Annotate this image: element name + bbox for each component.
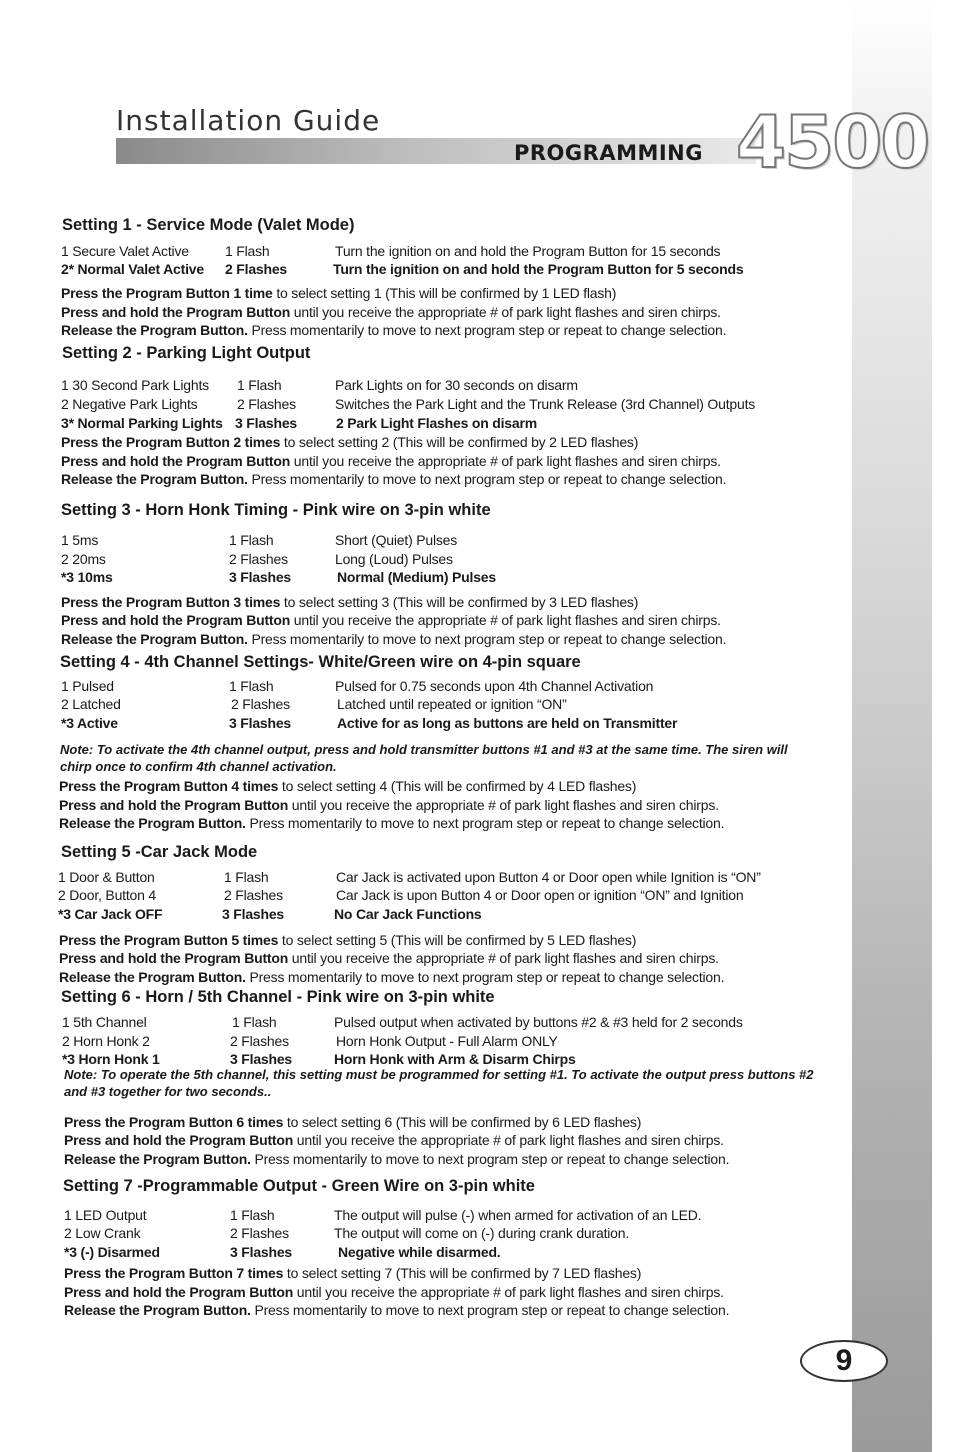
description: Negative while disarmed. (338, 1244, 501, 1260)
setting-6-release-line: Release the Program Button. Press momentarily to move to next program step or repeat to change selection. (64, 1151, 730, 1167)
flash-count: 3 Flashes (229, 715, 292, 731)
option: 1 Pulsed (61, 678, 114, 694)
description: 2 Park Light Flashes on disarm (336, 415, 537, 431)
setting-5-hold-line: Press and hold the Program Button until you receive the appropriate # of park light flashes and siren chirps. (59, 950, 719, 966)
option: 3* Normal Parking Lights (61, 415, 223, 431)
setting-4-hold-line: Press and hold the Program Button until you receive the appropriate # of park light flashes and siren chirps. (59, 797, 719, 813)
flash-count: 1 Flash (225, 243, 270, 259)
option: *3 10ms (61, 569, 113, 585)
setting-6-hold-line: Press and hold the Program Button until you receive the appropriate # of park light flashes and siren chirps. (64, 1132, 724, 1148)
flash-count: 2 Flashes (225, 261, 288, 277)
flash-count: 2 Flashes (237, 396, 296, 412)
description: Latched until repeated or ignition “ON” (337, 696, 567, 712)
flash-count: 1 Flash (229, 678, 274, 694)
setting-1-release-line: Release the Program Button. Press momentarily to move to next program step or repeat to change selection. (61, 322, 727, 338)
description: Turn the ignition on and hold the Program Button for 15 seconds (335, 243, 721, 259)
page-number-badge: 9 (800, 1340, 888, 1382)
flash-count: 3 Flashes (229, 569, 292, 585)
setting-3-heading: Setting 3 - Horn Honk Timing - Pink wire on 3-pin white (61, 501, 491, 519)
flash-count: 1 Flash (224, 869, 269, 885)
flash-count: 2 Flashes (229, 551, 288, 567)
option: *3 Horn Honk 1 (62, 1051, 160, 1067)
setting-5-press-line: Press the Program Button 5 times to select setting 5 (This will be confirmed by 5 LED flashes) (59, 932, 637, 948)
option: 2 20ms (61, 551, 106, 567)
description: Car Jack is upon Button 4 or Door open or ignition “ON” and Ignition (336, 887, 744, 903)
option: *3 (-) Disarmed (64, 1244, 160, 1260)
description: The output will pulse (-) when armed for activation of an LED. (334, 1207, 702, 1223)
description: Turn the ignition on and hold the Program Button for 5 seconds (333, 261, 744, 277)
flash-count: 1 Flash (229, 532, 274, 548)
description: Switches the Park Light and the Trunk Release (3rd Channel) Outputs (335, 396, 756, 412)
side-gradient-bar (852, 0, 932, 1452)
setting-7-heading: Setting 7 -Programmable Output - Green Wire on 3-pin white (63, 1177, 535, 1195)
setting-3-release-line: Release the Program Button. Press momentarily to move to next program step or repeat to change selection. (61, 631, 727, 647)
setting-7-hold-line: Press and hold the Program Button until you receive the appropriate # of park light flashes and siren chirps. (64, 1284, 724, 1300)
option: 1 Secure Valet Active (61, 243, 189, 259)
setting-6-press-line: Press the Program Button 6 times to select setting 6 (This will be confirmed by 6 LED flashes) (64, 1114, 642, 1130)
model-number: 4500 (736, 100, 929, 184)
flash-count: 1 Flash (232, 1014, 277, 1030)
setting-7-release-line: Release the Program Button. Press momentarily to move to next program step or repeat to change selection. (64, 1302, 730, 1318)
description: Normal (Medium) Pulses (337, 569, 496, 585)
setting-1-press-line: Press the Program Button 1 time to select setting 1 (This will be confirmed by 1 LED flash) (61, 285, 617, 301)
flash-count: 2 Flashes (231, 696, 290, 712)
setting-5-release-line: Release the Program Button. Press momentarily to move to next program step or repeat to change selection. (59, 969, 725, 985)
setting-2-hold-line: Press and hold the Program Button until you receive the appropriate # of park light flashes and siren chirps. (61, 453, 721, 469)
option: *3 Active (61, 715, 118, 731)
description: Long (Loud) Pulses (335, 551, 453, 567)
setting-4-note: Note: To activate the 4th channel output, press and hold transmitter buttons #1 and #3 at the same time. The siren will chirp once to confirm 4th channel activation. (60, 742, 788, 774)
option: 1 Door & Button (58, 869, 155, 885)
header-subtitle: PROGRAMMING (514, 141, 703, 165)
setting-4-heading: Setting 4 - 4th Channel Settings- White/Green wire on 4-pin square (60, 653, 581, 671)
flash-count: 2 Flashes (230, 1033, 289, 1049)
setting-2-release-line: Release the Program Button. Press momentarily to move to next program step or repeat to change selection. (61, 471, 727, 487)
option: 2 Horn Honk 2 (62, 1033, 150, 1049)
flash-count: 2 Flashes (230, 1225, 289, 1241)
option: 2 Latched (61, 696, 121, 712)
flash-count: 3 Flashes (230, 1051, 293, 1067)
setting-6-heading: Setting 6 - Horn / 5th Channel - Pink wire on 3-pin white (61, 988, 495, 1006)
description: Active for as long as buttons are held on Transmitter (337, 715, 678, 731)
setting-2-heading: Setting 2 - Parking Light Output (62, 344, 311, 362)
option: 1 5th Channel (62, 1014, 147, 1030)
flash-count: 3 Flashes (222, 906, 285, 922)
flash-count: 3 Flashes (235, 415, 298, 431)
description: Park Lights on for 30 seconds on disarm (335, 377, 578, 393)
description: Pulsed for 0.75 seconds upon 4th Channel Activation (335, 678, 654, 694)
option: 1 5ms (61, 532, 99, 548)
setting-1-hold-line: Press and hold the Program Button until you receive the appropriate # of park light flashes and siren chirps. (61, 304, 721, 320)
setting-1-heading: Setting 1 - Service Mode (Valet Mode) (62, 216, 355, 234)
description: Short (Quiet) Pulses (335, 532, 458, 548)
setting-6-note: Note: To operate the 5th channel, this setting must be programmed for setting #1. To activate the output press buttons #2 and #3 together for two seconds.. (64, 1067, 814, 1099)
flash-count: 1 Flash (237, 377, 282, 393)
description: Horn Honk Output - Full Alarm ONLY (336, 1033, 558, 1049)
option: 1 30 Second Park Lights (61, 377, 209, 393)
setting-2-press-line: Press the Program Button 2 times to select setting 2 (This will be confirmed by 2 LED flashes) (61, 434, 639, 450)
setting-4-release-line: Release the Program Button. Press momentarily to move to next program step or repeat to change selection. (59, 815, 725, 831)
option: *3 Car Jack OFF (58, 906, 163, 922)
description: No Car Jack Functions (334, 906, 482, 922)
setting-3-hold-line: Press and hold the Program Button until you receive the appropriate # of park light flashes and siren chirps. (61, 612, 721, 628)
description: Horn Honk with Arm & Disarm Chirps (334, 1051, 576, 1067)
description: The output will come on (-) during crank duration. (334, 1225, 630, 1241)
flash-count: 3 Flashes (230, 1244, 293, 1260)
flash-count: 2 Flashes (224, 887, 283, 903)
setting-4-press-line: Press the Program Button 4 times to select setting 4 (This will be confirmed by 4 LED flashes) (59, 778, 637, 794)
flash-count: 1 Flash (230, 1207, 275, 1223)
option: 1 LED Output (64, 1207, 147, 1223)
option: 2 Negative Park Lights (61, 396, 198, 412)
option: 2 Door, Button 4 (58, 887, 156, 903)
description: Car Jack is activated upon Button 4 or Door open while Ignition is “ON” (336, 869, 761, 885)
setting-3-press-line: Press the Program Button 3 times to select setting 3 (This will be confirmed by 3 LED flashes) (61, 594, 639, 610)
header-title: Installation Guide (116, 104, 381, 137)
description: Pulsed output when activated by buttons #2 & #3 held for 2 seconds (334, 1014, 743, 1030)
setting-7-press-line: Press the Program Button 7 times to select setting 7 (This will be confirmed by 7 LED flashes) (64, 1265, 642, 1281)
option: 2 Low Crank (64, 1225, 141, 1241)
setting-5-heading: Setting 5 -Car Jack Mode (61, 843, 258, 861)
option: 2* Normal Valet Active (61, 261, 204, 277)
